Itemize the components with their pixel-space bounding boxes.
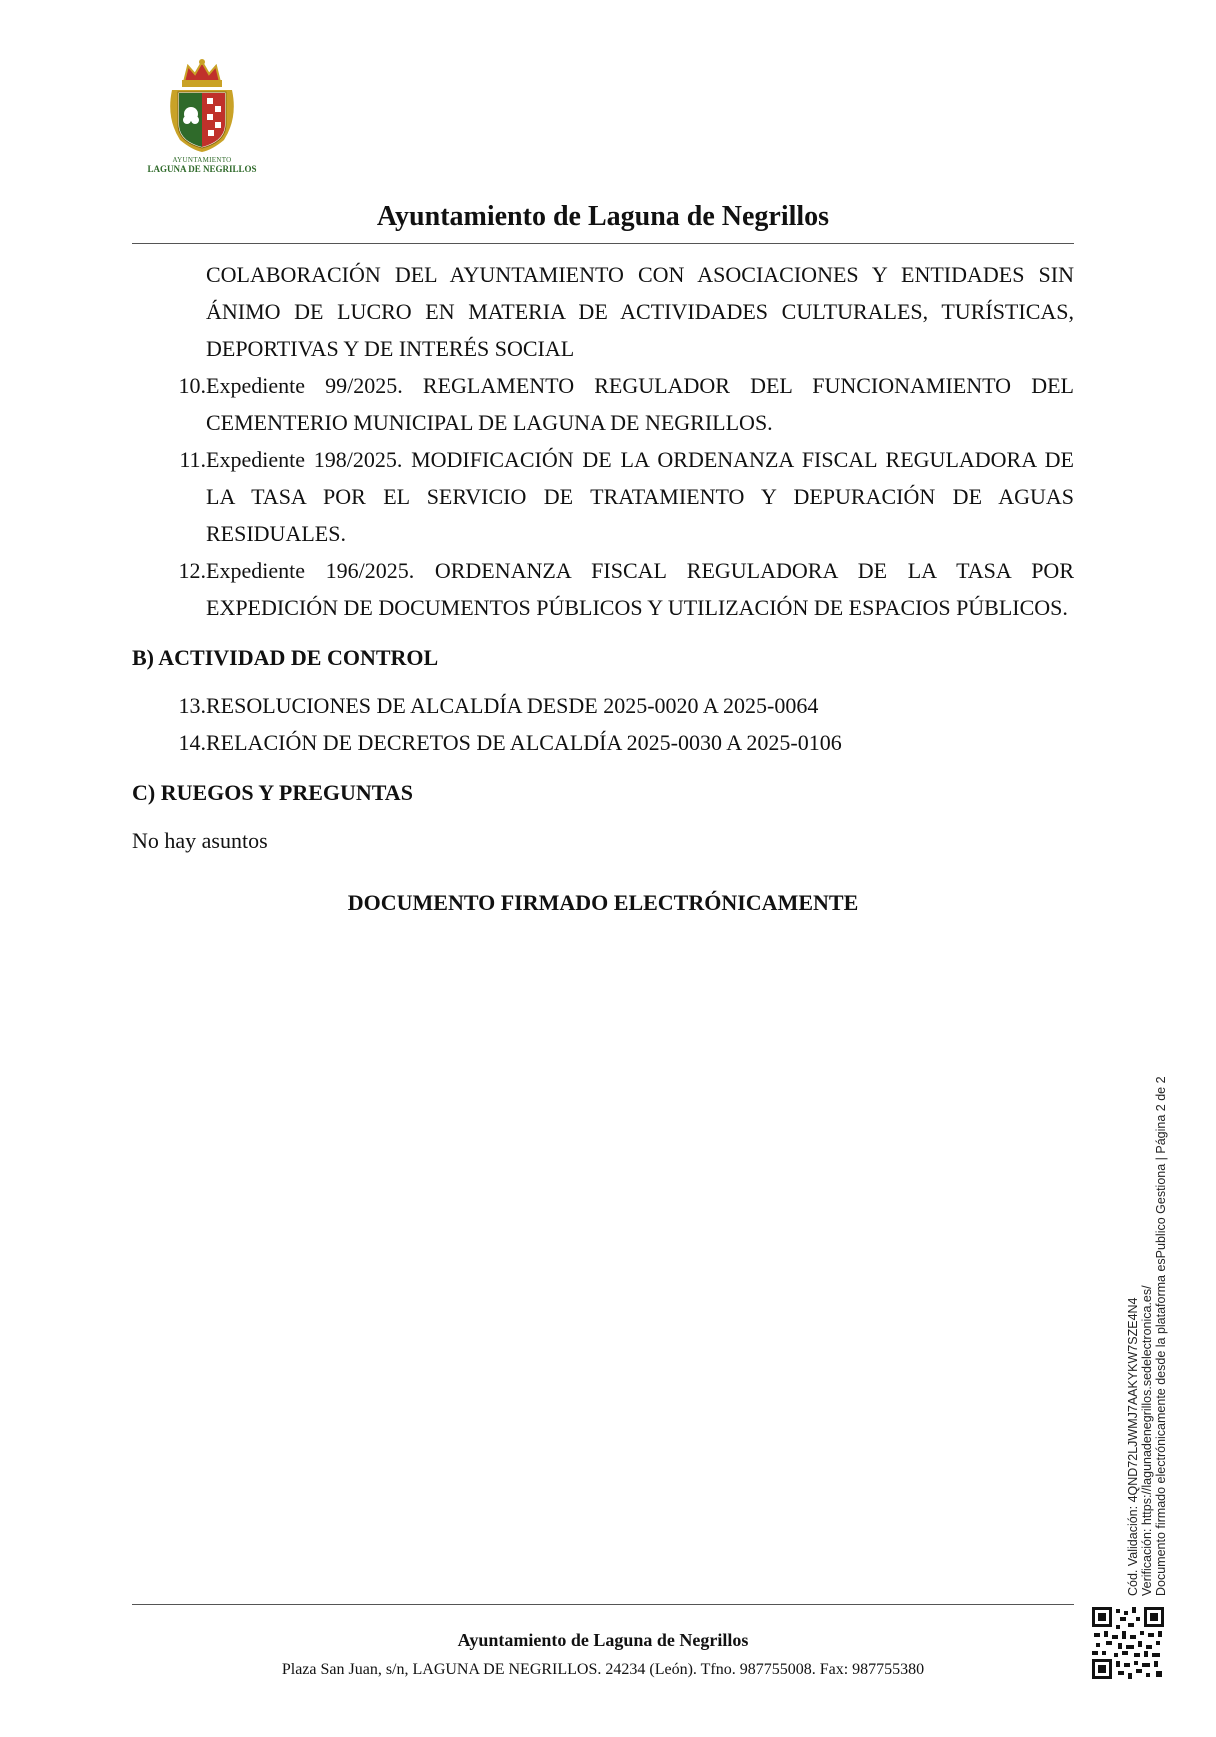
list-item-continuation [132,256,1074,367]
list-item-text: Expediente 198/2025. MODIFICACIÓN DE LA ORDENANZA FISCAL REGULADORA DE LA TASA POR EL SERVICIO DE TRATAMIENTO Y DEPURACIÓN DE AGUAS RESIDUALES. [206,447,1074,546]
list-item-number: 12. [178,558,206,583]
section-heading-control: B) ACTIVIDAD DE CONTROL [132,645,439,670]
section-heading-questions: C) RUEGOS Y PREGUNTAS [132,780,413,805]
list-item [132,441,1074,552]
validation-stamp [1126,1076,1168,1596]
verification-url: Verificación: https://lagunadenegrillos.sedelectronica.es/ [1140,1285,1154,1596]
list-item-text: Expediente 99/2025. REGLAMENTO REGULADOR DEL FUNCIONAMIENTO DEL CEMENTERIO MUNICIPAL DE LAGUNA DE NEGRILLOS. [206,373,1074,435]
list-item-text: Expediente 196/2025. ORDENANZA FISCAL REGULADORA DE LA TASA POR EXPEDICIÓN DE DOCUMENTOS PÚBLICOS Y UTILIZACIÓN DE ESPACIOS PÚBLICOS. [206,558,1074,620]
qr-code-icon [1092,1607,1164,1679]
signed-notice: DOCUMENTO FIRMADO ELECTRÓNICAMENTE [347,890,859,915]
list-item [132,367,1074,441]
logo-caption-top: AYUNTAMIENTO [172,156,232,164]
document-body [132,256,1074,921]
coat-of-arms-icon [162,58,242,154]
list-item-number: 14. [178,730,206,755]
list-item [132,552,1074,626]
municipal-logo [140,58,264,175]
list-item-text: COLABORACIÓN DEL AYUNTAMIENTO CON ASOCIACIONES Y ENTIDADES SIN ÁNIMO DE LUCRO EN MATERIA DE ACTIVIDADES CULTURALES, TURÍSTICAS, DEPORTIVAS Y DE INTERÉS SOCIAL [206,262,1074,361]
list-item-number: 11. [179,447,206,472]
logo-caption-bottom: LAGUNA DE NEGRILLOS [147,164,257,174]
footer-divider [132,1604,1074,1605]
header-divider [132,243,1074,244]
list-item-number: 13. [178,693,206,718]
page-title: Ayuntamiento de Laguna de Negrillos [376,201,830,232]
list-item-text: RESOLUCIONES DE ALCALDÍA DESDE 2025-0020 A 2025-0064 [206,693,819,718]
validation-code: Cód. Validación: 4QND72LJWMJ7AAKYKW7SZE4N4 [1126,1297,1140,1596]
list-item [132,687,1074,724]
footer-name: Ayuntamiento de Laguna de Negrillos [457,1630,749,1650]
no-items-text: No hay asuntos [132,828,268,853]
list-item-text: RELACIÓN DE DECRETOS DE ALCALDÍA 2025-0030 A 2025-0106 [206,730,842,755]
signature-notice: Documento firmado electrónicamente desde la plataforma esPublico Gestiona | Página 2 de 2 [1154,1076,1168,1596]
list-item-number: 10. [178,373,206,398]
list-item [132,724,1074,761]
footer-address: Plaza San Juan, s/n, LAGUNA DE NEGRILLOS. 24234 (León). Tfno. 987755008. Fax: 987755380 [281,1661,925,1678]
